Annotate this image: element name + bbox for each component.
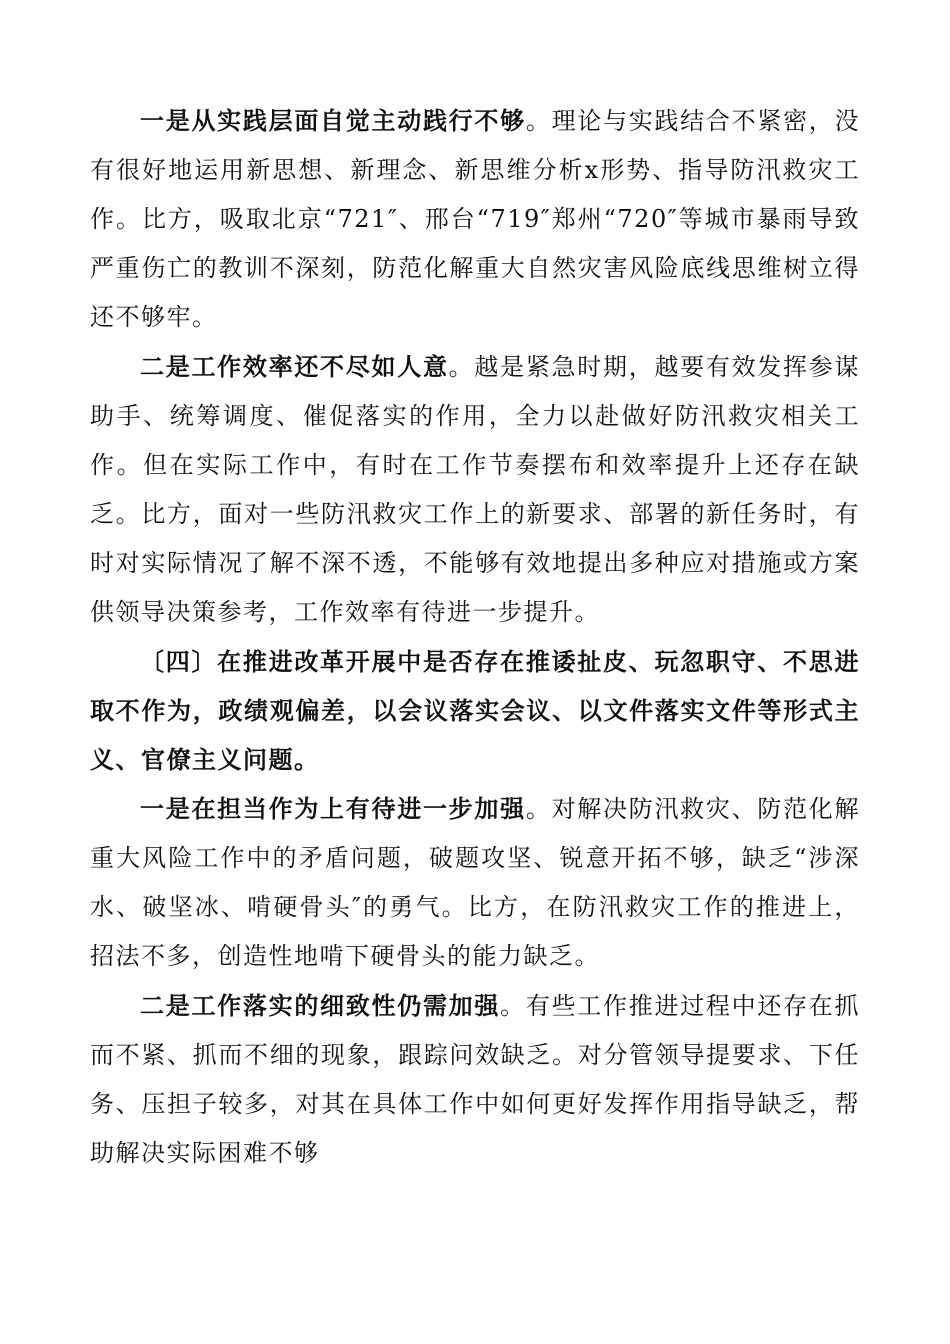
paragraph-body: 。理论与实践结合不紧密，没有很好地运用新思想、新理念、新思维分析x形势、指导防汛救灾工作。比方，吸取北京“721″、邢台“719″郑州“720″等城市暴雨导致严重伤亡的教训不深刻，防范化解重大自然灾害风险底线思维树立得还不够牢。 [90, 107, 861, 331]
section-heading [90, 637, 860, 784]
paragraph-body: 。有些工作推进过程中还存在抓而不紧、抓而不细的现象，跟踪问效缺乏。对分管领导提要求、下任务、压担子较多，对其在具体工作中如何更好发挥作用指导缺乏，帮助解决实际困难不够 [90, 992, 861, 1167]
paragraph-lead: 二是工作落实的细致性仍需加强 [140, 991, 501, 1020]
paragraph-lead: 一是从实践层面自觉主动践行不够 [140, 106, 526, 135]
document-page [90, 96, 860, 1178]
paragraph-responsibility [90, 784, 860, 981]
paragraph-lead: 一是在担当作为上有待进一步加强 [140, 794, 526, 823]
paragraph-body: 。越是紧急时期，越要有效发挥参谋助手、统筹调度、催促落实的作用，全力以赴做好防汛救灾相关工作。但在实际工作中，有时在工作节奏摆布和效率提升上还存在缺乏。比方，面对一些防汛救灾工作上的新要求、部署的新任务时，有时对实际情况了解不深不透，不能够有效地提出多种应对措施或方案供领导决策参考，工作效率有待进一步提升。 [90, 353, 861, 626]
paragraph-lead: 二是工作效率还不尽如人意 [140, 352, 449, 381]
section-heading-text: 〔四〕在推进改革开展中是否存在推诿扯皮、玩忽职守、不思进取不作为，政绩观偏差，以会议落实会议、以文件落实文件等形式主义、官僚主义问题。 [90, 647, 860, 774]
paragraph-efficiency [90, 342, 860, 637]
paragraph-body: 。对解决防汛救灾、防范化解重大风险工作中的矛盾问题，破题攻坚、锐意开拓不够，缺乏“涉深水、破坚冰、啃硬骨头″的勇气。比方，在防汛救灾工作的推进上，招法不多，创造性地啃下硬骨头的能力缺乏。 [90, 795, 861, 970]
paragraph-practice [90, 96, 860, 342]
paragraph-implementation [90, 981, 860, 1178]
